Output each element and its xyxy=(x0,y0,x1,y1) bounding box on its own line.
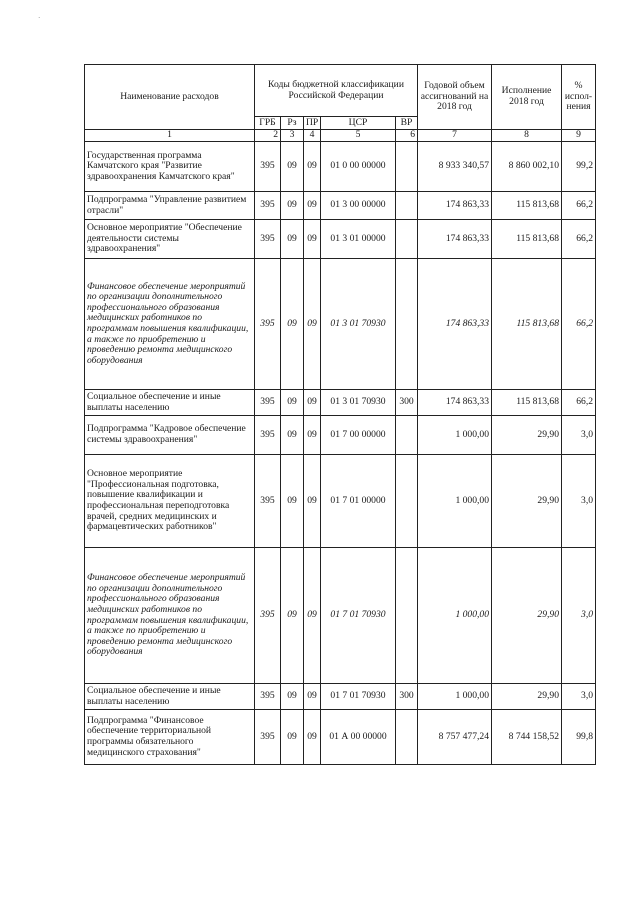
column-number: 2 xyxy=(255,130,281,142)
row-percent: 66,2 xyxy=(562,220,596,259)
row-annual: 174 863,33 xyxy=(418,390,492,416)
row-vr xyxy=(396,416,418,455)
row-csr: 01 3 00 00000 xyxy=(321,192,396,220)
row-name: Государственная программа Камчатского края "Развитие здравоохранения Камчатского края" xyxy=(85,142,255,192)
header-codes: Коды бюджетной классификации Российской Федерации xyxy=(255,65,418,117)
header-annual: Годовой объем ассигнований на 2018 год xyxy=(418,65,492,130)
row-annual: 174 863,33 xyxy=(418,220,492,259)
header-percent: % испол-нения xyxy=(562,65,596,130)
row-execution: 115 813,68 xyxy=(492,390,562,416)
row-vr xyxy=(396,220,418,259)
header-grb: ГРБ xyxy=(255,117,281,130)
row-vr xyxy=(396,259,418,390)
row-csr: 01 А 00 00000 xyxy=(321,710,396,765)
row-rz: 09 xyxy=(281,259,304,390)
row-csr: 01 7 00 00000 xyxy=(321,416,396,455)
row-name: Подпрограмма "Финансовое обеспечение территориальной программы обязательного медицинского страхования" xyxy=(85,710,255,765)
row-rz: 09 xyxy=(281,455,304,548)
row-pr: 09 xyxy=(304,684,321,710)
table-row xyxy=(85,142,596,192)
row-percent: 3,0 xyxy=(562,548,596,684)
row-percent: 66,2 xyxy=(562,390,596,416)
row-execution: 29,90 xyxy=(492,684,562,710)
row-percent: 66,2 xyxy=(562,192,596,220)
row-name: Социальное обеспечение и иные выплаты населению xyxy=(85,684,255,710)
row-annual: 174 863,33 xyxy=(418,192,492,220)
column-number: 9 xyxy=(562,130,596,142)
table-row xyxy=(85,684,596,710)
row-pr: 09 xyxy=(304,390,321,416)
row-annual: 1 000,00 xyxy=(418,684,492,710)
header-name: Наименование расходов xyxy=(85,65,255,130)
header-execution: Исполнение 2018 год xyxy=(492,65,562,130)
row-annual: 174 863,33 xyxy=(418,259,492,390)
row-vr xyxy=(396,142,418,192)
row-percent: 66,2 xyxy=(562,259,596,390)
row-grb: 395 xyxy=(255,390,281,416)
column-number: 8 xyxy=(492,130,562,142)
page-corner-mark: · xyxy=(38,14,41,22)
row-annual: 8 933 340,57 xyxy=(418,142,492,192)
row-pr: 09 xyxy=(304,455,321,548)
row-execution: 29,90 xyxy=(492,455,562,548)
row-vr: 300 xyxy=(396,684,418,710)
row-execution: 115 813,68 xyxy=(492,259,562,390)
row-vr xyxy=(396,710,418,765)
row-execution: 29,90 xyxy=(492,416,562,455)
row-csr: 01 7 01 70930 xyxy=(321,684,396,710)
row-rz: 09 xyxy=(281,220,304,259)
row-annual: 8 757 477,24 xyxy=(418,710,492,765)
row-percent: 99,2 xyxy=(562,142,596,192)
table-row xyxy=(85,710,596,765)
row-grb: 395 xyxy=(255,142,281,192)
row-vr: 300 xyxy=(396,390,418,416)
row-execution: 8 860 002,10 xyxy=(492,142,562,192)
row-rz: 09 xyxy=(281,710,304,765)
row-rz: 09 xyxy=(281,390,304,416)
row-annual: 1 000,00 xyxy=(418,455,492,548)
row-name: Подпрограмма "Управление развитием отрасли" xyxy=(85,192,255,220)
row-percent: 99,8 xyxy=(562,710,596,765)
row-execution: 29,90 xyxy=(492,548,562,684)
table-row xyxy=(85,548,596,684)
row-csr: 01 3 01 00000 xyxy=(321,220,396,259)
row-grb: 395 xyxy=(255,455,281,548)
row-csr: 01 7 01 00000 xyxy=(321,455,396,548)
table-row xyxy=(85,220,596,259)
header-vr: ВР xyxy=(396,117,418,130)
table-row xyxy=(85,259,596,390)
table-row xyxy=(85,390,596,416)
row-grb: 395 xyxy=(255,192,281,220)
row-rz: 09 xyxy=(281,684,304,710)
row-grb: 395 xyxy=(255,548,281,684)
column-number: 4 xyxy=(304,130,321,142)
row-pr: 09 xyxy=(304,710,321,765)
row-execution: 8 744 158,52 xyxy=(492,710,562,765)
table-row xyxy=(85,192,596,220)
budget-table xyxy=(84,64,596,765)
row-csr: 01 3 01 70930 xyxy=(321,259,396,390)
row-name: Социальное обеспечение и иные выплаты населению xyxy=(85,390,255,416)
row-grb: 395 xyxy=(255,259,281,390)
row-rz: 09 xyxy=(281,548,304,684)
row-execution: 115 813,68 xyxy=(492,192,562,220)
row-percent: 3,0 xyxy=(562,455,596,548)
column-number: 1 xyxy=(85,130,255,142)
row-pr: 09 xyxy=(304,220,321,259)
row-vr xyxy=(396,192,418,220)
row-pr: 09 xyxy=(304,192,321,220)
column-number: 7 xyxy=(418,130,492,142)
table-row xyxy=(85,416,596,455)
row-name: Финансовое обеспечение мероприятий по организации дополнительного профессионального образования медицинских работников по программам повышения квалификации, а также по приобретению и проведению ремонта медицинского оборудования xyxy=(85,548,255,684)
row-name: Основное мероприятие "Обеспечение деятельности системы здравоохранения" xyxy=(85,220,255,259)
row-execution: 115 813,68 xyxy=(492,220,562,259)
column-number: 5 xyxy=(321,130,396,142)
row-csr: 01 3 01 70930 xyxy=(321,390,396,416)
row-grb: 395 xyxy=(255,710,281,765)
row-annual: 1 000,00 xyxy=(418,416,492,455)
table-row xyxy=(85,455,596,548)
header-pr: ПР xyxy=(304,117,321,130)
row-pr: 09 xyxy=(304,259,321,390)
row-vr xyxy=(396,455,418,548)
row-grb: 395 xyxy=(255,416,281,455)
row-name: Подпрограмма "Кадровое обеспечение системы здравоохранения" xyxy=(85,416,255,455)
column-number: 3 xyxy=(281,130,304,142)
row-name: Финансовое обеспечение мероприятий по организации дополнительного профессионального образования медицинских работников по программам повышения квалификации, а также по приобретению и проведению ремонта медицинского оборудования xyxy=(85,259,255,390)
row-csr: 01 7 01 70930 xyxy=(321,548,396,684)
header-csr: ЦСР xyxy=(321,117,396,130)
row-pr: 09 xyxy=(304,142,321,192)
row-annual: 1 000,00 xyxy=(418,548,492,684)
row-pr: 09 xyxy=(304,548,321,684)
row-csr: 01 0 00 00000 xyxy=(321,142,396,192)
row-rz: 09 xyxy=(281,142,304,192)
row-rz: 09 xyxy=(281,416,304,455)
header-rz: Рз xyxy=(281,117,304,130)
row-percent: 3,0 xyxy=(562,416,596,455)
row-rz: 09 xyxy=(281,192,304,220)
row-percent: 3,0 xyxy=(562,684,596,710)
row-vr xyxy=(396,548,418,684)
column-number: 6 xyxy=(396,130,418,142)
row-name: Основное мероприятие "Профессиональная подготовка, повышение квалификации и профессиональная переподготовка врачей, средних медицинских и фармацевтических работников" xyxy=(85,455,255,548)
row-grb: 395 xyxy=(255,684,281,710)
row-grb: 395 xyxy=(255,220,281,259)
row-pr: 09 xyxy=(304,416,321,455)
